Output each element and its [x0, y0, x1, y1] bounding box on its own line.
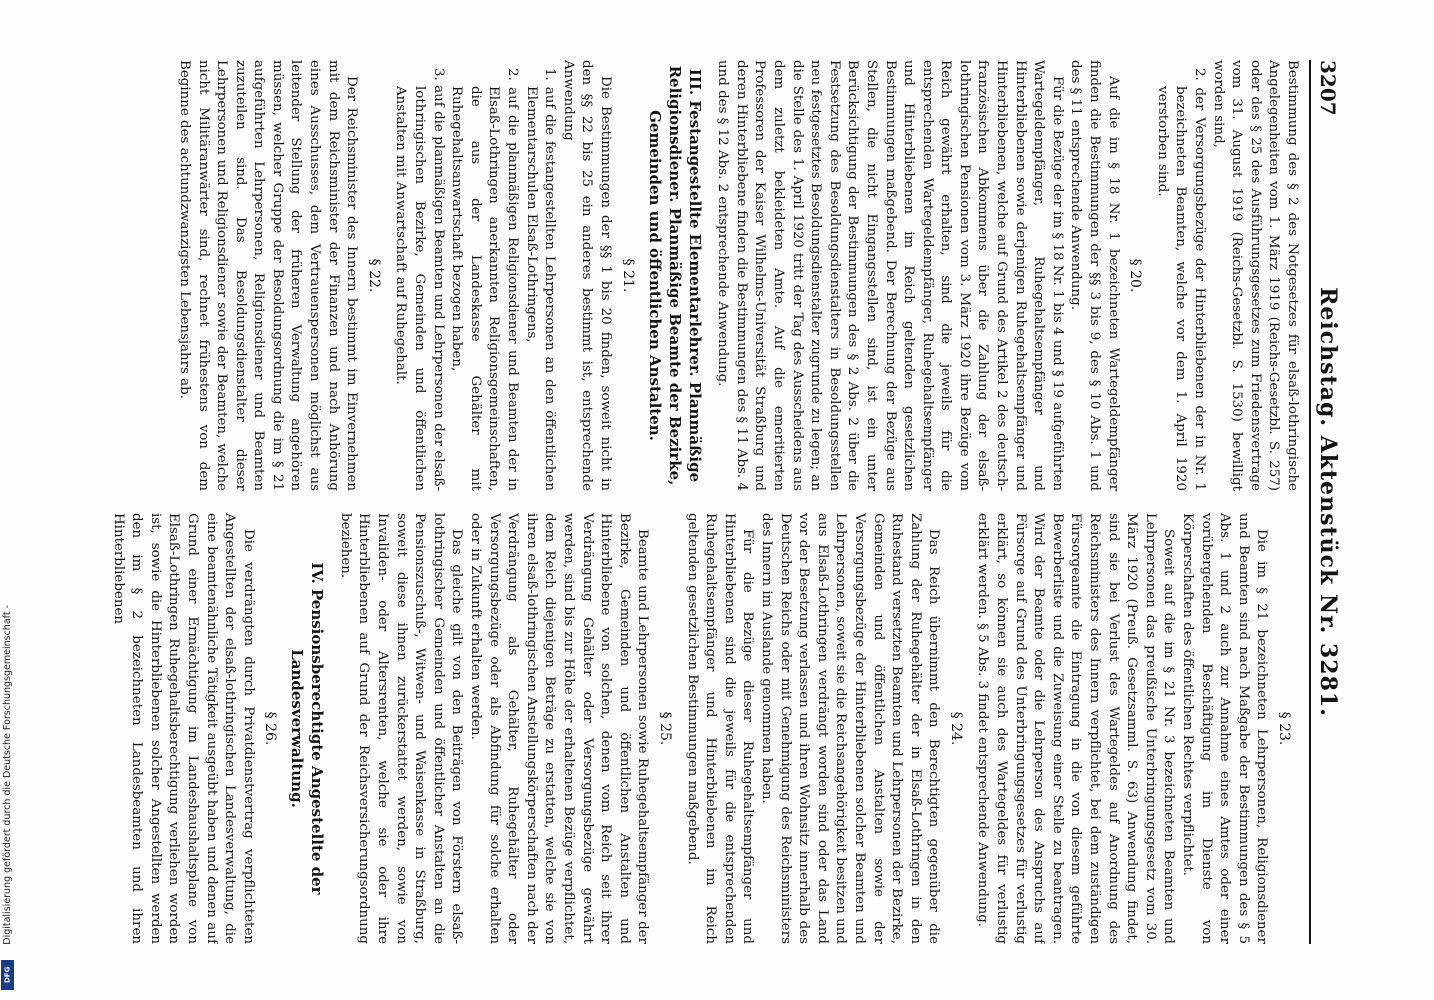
- left-column: [75, 60, 1301, 491]
- section-heading: § 26.: [262, 711, 279, 746]
- paragraph: Das gleiche gilt von den Beiträgen von Förstern elsaß-lothringischer Gemeinden und öffentlicher Anstalten an die Pensionszuschuß-, Witwen- und Waisenkasse in Straßburg, soweit diese ihnen zurückerstattet werden, sowie von Invaliden- oder Altersrenten, welche sie oder ihre Hinterbliebenen auf Grund der Reichsversicherungsordnung beziehen.: [337, 513, 465, 944]
- digitization-credit: Digitalisierung gefördert durch die Deutsche Forschungsgemeinschaft -: [2, 605, 13, 945]
- paragraph: Bestimmung des § 2 des Notgesetzes für elsaß-lothringische Angelegenheiten vom 1. März 1919 (Reichs-Gesetzbl. S. 257) oder des § 25 des Ausführungsgesetzes zum Friedensvertrage vom 31. August 1919 (Reichs-Gesetzbl. S. 1530) bewilligt worden sind,: [1210, 60, 1300, 491]
- list-item: 1. auf die festangestellten Lehrpersonen an den öffentlichen Elementarschulen Elsaß-Lothringens,: [523, 68, 558, 491]
- list-item: 2. auf die planmäßigen Religionsdiener und Beamten der in Elsaß-Lothringen anerkannten Religionsgemeinschaften, die aus der Landeskasse Gehälter mit Ruhegehaltsanwartschaft bezogen haben,: [449, 68, 521, 491]
- page-number: 3207: [1316, 60, 1340, 116]
- paragraph: Die verdrängten durch Privatdienstvertrag verpflichteten Angestellten der elsaß-lothringischen Landesverwaltung, die eine beamtenähnliche Tätigkeit ausgeübt haben und denen auf Grund einer Ermächtigung im Landeshaushaltsplane von Elsaß-Lothringen Ruhegehaltsberechtigung verliehen worden ist, sowie die Hinterbliebenen solcher Angestellten werden den im § 2 bezeichneten Landesbeamten und ihren Hinterbliebenen: [110, 513, 256, 944]
- paragraph: Soweit auf die im § 21 Nr. 3 bezeichneten Beamten und Lehrpersonen das preußische Unterbringungsgesetz vom 30. März 1920 (Preuß. Gesetzsamml. S. 63) Anwendung findet, sind sie bei Verlust des Wartegeldes auf Anordnung des Reichsministers des Innern verpflichtet, bei dem zuständigen Fürsorgeamte die Eintragung in die von diesem geführte Bewerberliste und die Zuweisung einer Stelle zu beantragen. Wird der Beamte oder die Lehrperson des Anspruchs auf Fürsorge auf Grund des Unterbringungsgesetzes für verlustig erklärt, so können sie auch des Wartegeldes für verlustig erklärt werden. § 5 Abs. 3 findet entsprechende Anwendung.: [975, 513, 1177, 944]
- paragraph: Die Bestimmungen der §§ 1 bis 20 finden, soweit nicht in den §§ 22 bis 25 ein anderes bestimmt ist, entsprechende Anwendung: [560, 60, 613, 491]
- section-heading: § 23.: [1276, 711, 1292, 746]
- right-column: [75, 513, 1301, 944]
- section-heading: § 24.: [947, 711, 964, 746]
- part-heading: IV. Pensionsberechtigte Angestellte der Landesverwaltung.: [288, 562, 327, 895]
- dfg-logo: DFG: [1, 960, 14, 990]
- paragraph: Für die Bezüge dieser Ruhegehaltsempfänger und Hinterbliebenen sind die jeweils für die entsprechenden Ruhegehaltsempfänger und Hinterbliebenen im Reich geltenden gesetzlichen Bestimmungen maßgebend.: [684, 513, 756, 944]
- paragraph: Der Reichsminister des Innern bestimmt im Einvernehmen mit dem Reichsminister der Finanzen und nach Anhörung eines Ausschusses, dem Vertrauenspersonen möglichst aus leitender Stellung der früheren Verwaltung angehören müssen, welcher Gruppe der Besoldungsordnung die im § 21 aufgeführten Lehrpersonen, Religionsdiener und Beamten zuzuteilen sind. Das Besoldungsdienstalter dieser Lehrpersonen und Religionsdiener sowie der Beamten, welche nicht Militäranwärter sind, rechnet frühestens von dem Beginne des achtundzwanzigsten Lebensjahrs ab.: [176, 60, 360, 491]
- section-heading: § 20.: [1127, 258, 1144, 293]
- paragraph: Auf die im § 18 Nr. 1 bezeichneten Wartegeldempfänger finden die Bestimmungen der §§ 3 bis 9, des § 10 Abs. 1 und des § 11 entsprechende Anwendung.: [1068, 60, 1121, 491]
- page-header: [1309, 60, 1351, 944]
- section-heading: § 21.: [619, 258, 636, 293]
- digitization-credit-strip: [0, 0, 16, 1000]
- document-page: [67, 32, 1367, 968]
- section-heading: § 25.: [657, 711, 673, 746]
- paragraph: Beamte und Lehrpersonen sowie Ruhegehaltsempfänger der Bezirke, Gemeinden und öffentlichen Anstalten und Hinterbliebene von solchen, denen vom Reich seit ihrer Verdrängung Gehälter oder Versorgungsbezüge gewährt werden, sind bis zur Höhe der erhaltenen Bezüge verpflichtet, dem Reich diejenigen Beträge zu erstatten, welche sie von ihren elsaß-lothringischen Anstellungskörperschaften nach der Verdrängung als Gehälter, Ruhegehälter oder Versorgungsbezüge oder als Abfindung für solche erhalten oder in Zukunft erhalten werden.: [468, 513, 651, 944]
- paragraph: Die im § 21 bezeichneten Lehrpersonen, Religionsdiener und Beamten sind nach Maßgabe der Bestimmungen des § 5 Abs. 1 und 2 auch zur Annahme eines Amtes oder einer vorübergehenden Beschäftigung im Dienste von Körperschaften des öffentlichen Rechtes verpflichtet.: [1180, 513, 1270, 944]
- list-item: 3. auf die planmäßigen Beamten und Lehrpersonen der elsaß-lothringischen Bezirke, Gemeinden und öffentlichen Anstalten mit Anwartschaft auf Ruhegehalt.: [393, 68, 446, 491]
- part-heading: III. Festangestellte Elementarlehrer. Planmäßige Religionsdiener. Planmäßige Beamte der Bezirke, Gemeinden und öffentlichen Anstalten.: [645, 65, 704, 486]
- list-item: 2. der Versorgungsbezüge der Hinterbliebenen der in Nr. 1 bezeichneten Beamten, welche vor dem 1. April 1920 verstorben sind.: [1154, 68, 1208, 491]
- page-title: Reichstag. Aktenstück Nr. 3281.: [1315, 287, 1341, 717]
- paragraph: Für die Bezüge der im § 18 Nr. 1 bis 4 und § 19 aufgeführten Wartegeldempfänger, Ruhegehaltsempfänger und Hinterbliebenen sowie derjenigen Ruhegehaltsempfänger und Hinterbliebenen, welche auf Grund des Artikel 2 des deutsch-französischen Abkommens über die Zahlung der elsaß-lothringischen Pensionen vom 3. März 1920 ihre Bezüge vom Reich gewährt erhalten, sind die jeweils für die entsprechenden Wartegeldempfänger, Ruhegehaltsempfänger und Hinterbliebenen im Reich geltenden gesetzlichen Bestimmungen maßgebend. Der Berechnung der Bezüge aus Stellen, die nicht Eingangsstellen sind, ist ein unter Berücksichtigung der Bestimmungen des § 2 Abs. 2 über die Festsetzung des Besoldungsdienstalters in Besoldungsstellen neu festgesetztes Besoldungsdienstalter zugrunde zu legen; an die Stelle des 1. April 1920 tritt der Tag des Ausscheidens aus dem zuletzt bekleideten Amte. Auf die emeritierten Professoren der Kaiser Wilhelms-Universität Straßburg und deren Hinterbliebene finden die Bestimmungen des § 11 Abs. 4 und des § 12 Abs. 2 entsprechende Anwendung.: [715, 60, 1065, 491]
- section-heading: § 22.: [365, 258, 382, 293]
- paragraph: Das Reich übernimmt den Berechtigten gegenüber die Zahlung der Ruhegehälter der in Elsaß-Lothringen in den Ruhestand versetzten Beamten und Lehrpersonen der Bezirke, Gemeinden und öffentlichen Anstalten sowie der Versorgungsbezüge der Hinterbliebenen solcher Beamten und Lehrpersonen, soweit sie die Reichsangehörigkeit besitzen und aus Elsaß-Lothringen verdrängt worden sind oder das Land vor der Besetzung verlassen und ihren Wohnsitz innerhalb des Deutschen Reichs oder mit Genehmigung des Reichsministers des Innern im Auslande genommen haben.: [758, 513, 942, 944]
